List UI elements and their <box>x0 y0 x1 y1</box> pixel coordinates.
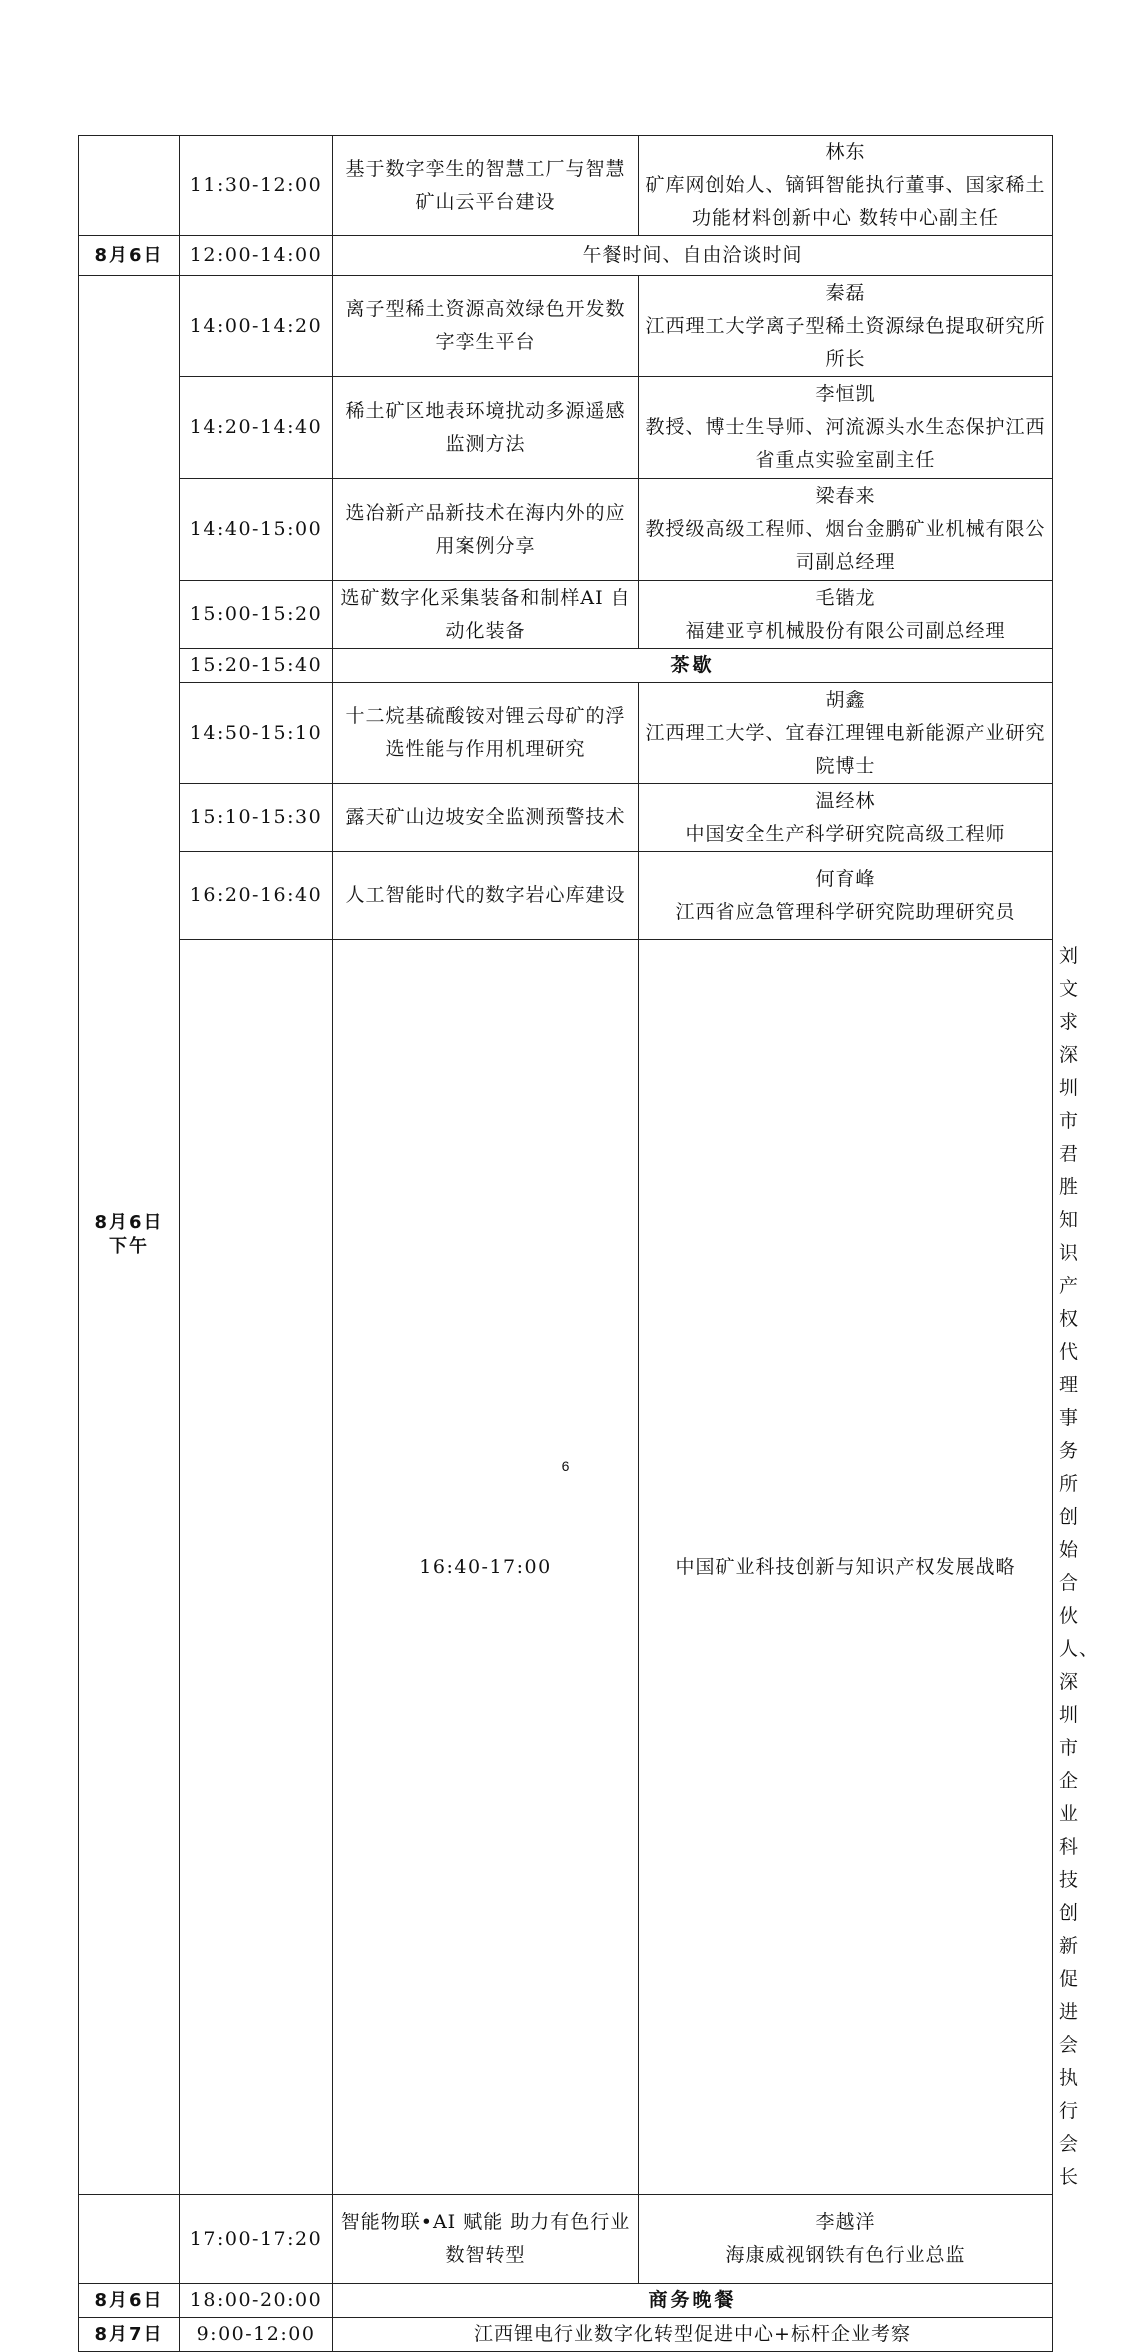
speaker-cell <box>639 2195 1053 2284</box>
speaker-name: 李越洋 <box>815 2211 876 2233</box>
speaker-name: 胡鑫 <box>825 688 866 711</box>
speaker-title: 江西理工大学离子型稀土资源绿色提取研究所所长 <box>645 314 1046 370</box>
afternoon-period: 下午 <box>109 1236 149 1257</box>
table-row <box>79 2284 1053 2318</box>
speaker-name: 毛锴龙 <box>815 586 876 609</box>
speaker-title: 江西理工大学、宜春江理锂电新能源产业研究院博士 <box>645 721 1046 777</box>
topic-cell: 离子型稀土资源高效绿色开发数字孪生平台 <box>333 276 639 377</box>
topic-cell: 中国矿业科技创新与知识产权发展战略 <box>639 940 1053 2195</box>
table-row <box>79 377 1053 479</box>
date-cell-empty <box>79 136 180 236</box>
date-cell: 8月7日 <box>79 2318 180 2352</box>
time-cell: 14:50-15:10 <box>180 683 333 784</box>
table-row: 16:40-17:00 中国矿业科技创新与知识产权发展战略 刘文求 深圳市君胜知识产权代理事务所创始合伙人、深圳市企业科技创新促进会执行会长 <box>79 940 1053 2195</box>
speaker-cell <box>639 581 1053 649</box>
date-cell-empty <box>79 2195 180 2284</box>
topic-cell: 人工智能时代的数字岩心库建设 <box>333 852 639 940</box>
table-row <box>79 784 1053 852</box>
time-cell: 15:00-15:20 <box>180 581 333 649</box>
table-row <box>79 2195 1053 2284</box>
table-row <box>79 581 1053 649</box>
time-cell: 18:00-20:00 <box>180 2284 333 2318</box>
time-cell: 14:00-14:20 <box>180 276 333 377</box>
speaker-name: 温经林 <box>815 789 876 812</box>
time-cell: 15:10-15:30 <box>180 784 333 852</box>
table-row <box>79 479 1053 581</box>
schedule-table <box>78 135 1100 2352</box>
topic-cell: 露天矿山边坡安全监测预警技术 <box>333 784 639 852</box>
topic-cell: 智能物联•AI 赋能 助力有色行业数智转型 <box>333 2195 639 2284</box>
time-cell: 17:00-17:20 <box>180 2195 333 2284</box>
speaker-name: 林东 <box>825 141 866 163</box>
speaker-name: 李恒凯 <box>815 383 876 405</box>
table-row <box>79 276 1053 377</box>
event-cell: 午餐时间、自由洽谈时间 <box>333 236 1053 276</box>
speaker-name: 何育峰 <box>815 867 876 890</box>
table-row <box>79 649 1053 683</box>
topic-cell: 基于数字孪生的智慧工厂与智慧矿山云平台建设 <box>333 136 639 236</box>
date-cell: 8月6日 <box>79 2284 180 2318</box>
time-cell: 15:20-15:40 <box>180 649 333 683</box>
event-cell: 茶歇 <box>333 649 1053 683</box>
table-row <box>79 683 1053 784</box>
afternoon-date: 8月6日 <box>94 1212 164 1233</box>
speaker-title: 教授、博士生导师、河流源头水生态保护江西省重点实验室副主任 <box>645 416 1046 471</box>
date-cell-afternoon <box>79 276 180 2195</box>
time-cell: 12:00-14:00 <box>180 236 333 276</box>
time-cell: 14:20-14:40 <box>180 377 333 479</box>
speaker-title: 矿库网创始人、镝铒智能执行董事、国家稀土功能材料创新中心 数转中心副主任 <box>645 174 1046 229</box>
speaker-cell <box>639 136 1053 236</box>
time-cell: 16:40-17:00 <box>333 940 639 2195</box>
speaker-cell <box>639 377 1053 479</box>
speaker-cell <box>639 276 1053 377</box>
speaker-title: 教授级高级工程师、烟台金鹏矿业机械有限公司副总经理 <box>645 518 1046 573</box>
date-cell: 8月6日 <box>79 236 180 276</box>
speaker-cell <box>639 852 1053 940</box>
speaker-title: 中国安全生产科学研究院高级工程师 <box>685 822 1006 845</box>
speaker-cell <box>639 784 1053 852</box>
topic-cell: 十二烷基硫酸铵对锂云母矿的浮选性能与作用机理研究 <box>333 683 639 784</box>
speaker-name: 秦磊 <box>825 281 866 304</box>
event-cell: 商务晚餐 <box>333 2284 1053 2318</box>
speaker-name: 梁春来 <box>815 485 876 507</box>
time-cell: 16:20-16:40 <box>180 852 333 940</box>
event-cell: 江西锂电行业数字化转型促进中心+标杆企业考察 <box>333 2318 1053 2352</box>
page-number: 6 <box>561 1458 570 1474</box>
table-row <box>79 852 1053 940</box>
speaker-title: 江西省应急管理科学研究院助理研究员 <box>675 900 1016 923</box>
topic-cell: 选矿数字化采集装备和制样AI 自动化装备 <box>333 581 639 649</box>
speaker-cell <box>639 479 1053 581</box>
table-row <box>79 2318 1053 2352</box>
topic-cell: 稀土矿区地表环境扰动多源遥感监测方法 <box>333 377 639 479</box>
speaker-title: 福建亚亨机械股份有限公司副总经理 <box>685 619 1006 642</box>
date-cell-empty <box>180 940 333 2195</box>
time-cell: 14:40-15:00 <box>180 479 333 581</box>
table-row <box>79 136 1053 236</box>
time-cell: 9:00-12:00 <box>180 2318 333 2352</box>
speaker-cell <box>639 683 1053 784</box>
topic-cell: 选冶新产品新技术在海内外的应用案例分享 <box>333 479 639 581</box>
table-row <box>79 236 1053 276</box>
time-cell: 11:30-12:00 <box>180 136 333 236</box>
speaker-title: 海康威视钢铁有色行业总监 <box>725 2244 966 2266</box>
